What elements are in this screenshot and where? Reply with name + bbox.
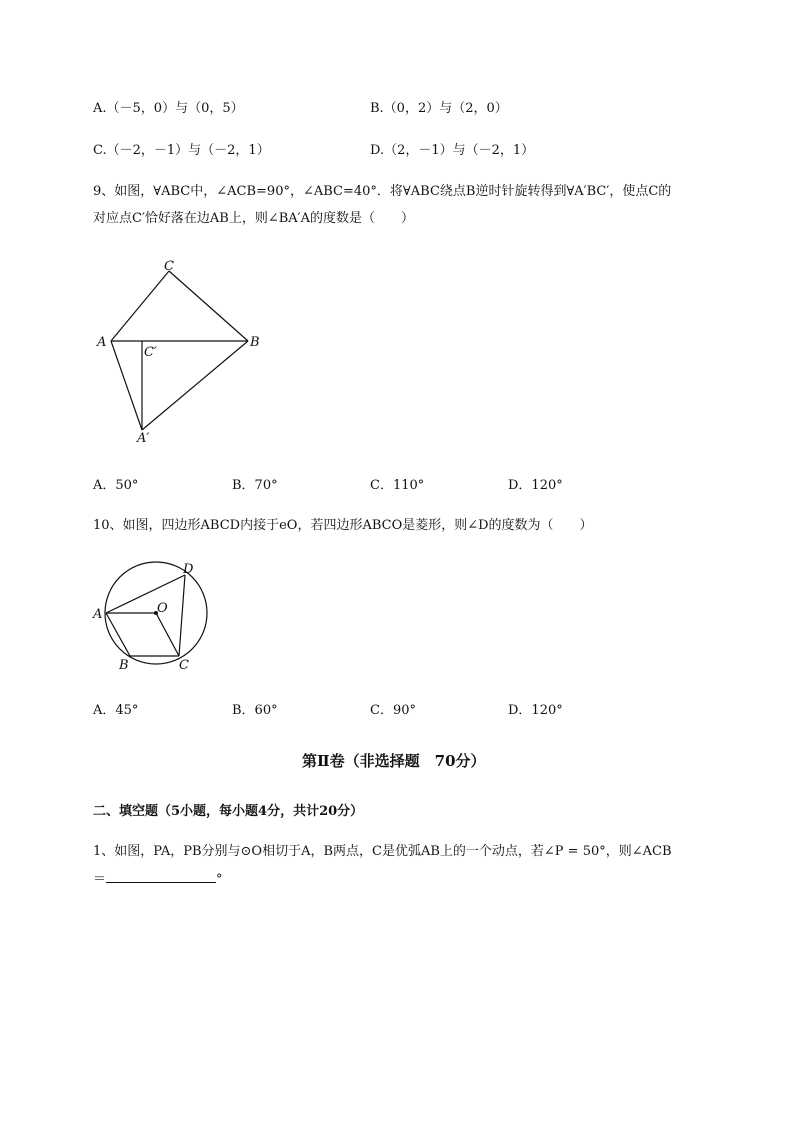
q9-stem-line2: 对应点C′恰好落在边AB上，则∠BA′A的度数是（ ） xyxy=(93,211,415,226)
section2-title: 第Ⅱ卷（非选择题 70分） xyxy=(302,752,486,770)
label-c: C xyxy=(164,259,174,274)
q10-option-a: A．45° xyxy=(93,703,139,718)
q10-option-b: B．60° xyxy=(232,703,278,718)
q8-option-c: C.（－2，－1）与（－2，1） xyxy=(93,143,270,158)
q10-option-d: D．120° xyxy=(508,703,563,718)
label-d: D xyxy=(183,562,194,577)
label-a: A xyxy=(93,607,103,622)
label-b: B xyxy=(119,658,129,673)
segment-ad xyxy=(106,575,185,613)
fill-q1-line2 xyxy=(93,870,223,889)
q10-stem: 10、如图，四边形ABCD内接于eO，若四边形ABCO是菱形，则∠D的度数为（ ） xyxy=(93,518,593,533)
fill-q1-answer-blank[interactable] xyxy=(106,870,216,883)
fill-heading: 二、填空题（5小题，每小题4分，共计20分） xyxy=(93,804,364,819)
fill-q1-equals: ＝ xyxy=(93,872,107,887)
q9-option-c: C．110° xyxy=(370,478,425,493)
label-a: A xyxy=(97,335,107,350)
label-b: B xyxy=(250,335,260,350)
q10-option-c: C．90° xyxy=(370,703,416,718)
segment-co xyxy=(156,613,179,656)
fill-q1-degree: ° xyxy=(216,872,223,887)
label-c: C xyxy=(179,658,189,673)
label-c-prime: C′ xyxy=(144,345,157,360)
q9-option-a: A．50° xyxy=(93,478,139,493)
q8-option-b: B.（0，2）与（2，0） xyxy=(370,101,508,116)
q8-option-d: D.（2，－1）与（－2，1） xyxy=(370,143,535,158)
label-a-prime: A′ xyxy=(137,431,150,446)
q9-option-d: D．120° xyxy=(508,478,563,493)
q9-option-b: B．70° xyxy=(232,478,278,493)
fill-q1-line1: 1、如图，PA，PB分别与⊙O相切于A，B两点，C是优弧AB上的一个动点，若∠P = 50°，则∠ACB xyxy=(93,844,672,859)
q9-stem-line1: 9、如图，∀ABC中，∠ACB=90°，∠ABC=40°．将∀ABC绕点B逆时针旋转得到∀A′BC′，使点C的 xyxy=(93,184,672,199)
label-o: O xyxy=(157,601,168,616)
q8-option-a: A.（－5，0）与（0，5） xyxy=(93,101,244,116)
segment-dc xyxy=(179,575,185,656)
